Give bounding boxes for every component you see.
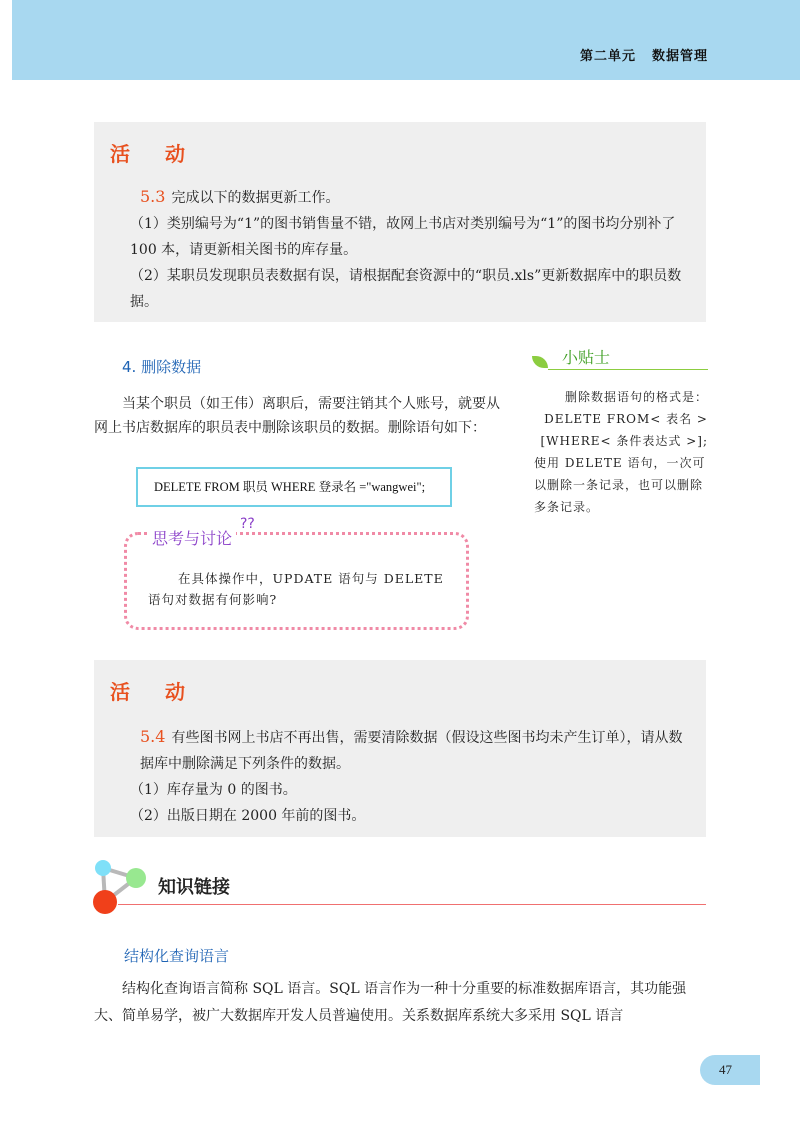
header-band xyxy=(12,0,800,80)
delete-paragraph: 当某个职员（如王伟）离职后，需要注销其个人账号，就要从网上书店数据库的职员表中删除该职员的数据。删除语句如下： xyxy=(94,396,500,436)
knowledge-title: 知识链接 xyxy=(158,877,230,898)
question-marks-icon: ?? xyxy=(240,516,255,532)
activity-title: 活 动 xyxy=(110,142,199,166)
tip-line-3: [WHERE< 条件表达式 >]; xyxy=(540,434,708,448)
activity-box-1 xyxy=(94,122,706,322)
tip-title: 小贴士 xyxy=(562,348,611,367)
tip-line-4: 使用 DELETE 语句，一次可以删除一条记录，也可以删除多条记录。 xyxy=(534,456,706,514)
tip-body xyxy=(534,386,708,518)
activity-intro: 有些图书网上书店不再出售，需要清除数据（假设这些图书均未产生订单），请从数据库中删除满足下列条件的数据。 xyxy=(140,730,683,772)
discussion-title: 思考与讨论 xyxy=(148,526,236,549)
leaf-icon xyxy=(532,356,548,368)
activity-item-1: （1）库存量为 0 的图书。 xyxy=(130,782,297,798)
activity-item-2: （2）出版日期在 2000 年前的图书。 xyxy=(130,808,366,824)
section-title-delete: 4. 删除数据 xyxy=(122,358,202,376)
molecule-icon xyxy=(86,856,152,916)
chapter-title: 数据管理 xyxy=(651,49,708,64)
activity-body xyxy=(112,184,688,315)
tip-line-1: 删除数据语句的格式是： xyxy=(564,390,708,404)
sql-paragraph: 结构化查询语言简称 SQL 语言。SQL 语言作为一种十分重要的标准数据库语言，其功能强大、简单易学，被广大数据库开发人员普遍使用。关系数据库系统大多采用 SQL 语言 xyxy=(94,981,687,1024)
running-header xyxy=(580,45,708,64)
activity-box-2 xyxy=(94,660,706,837)
discussion-text: 在具体操作中，UPDATE 语句与 DELETE 语句对数据有何影响? xyxy=(148,571,444,607)
knowledge-divider xyxy=(118,904,706,905)
tip-line-2: DELETE FROM< 表名 > xyxy=(544,412,708,426)
code-box: DELETE FROM 职员 WHERE 登录名 ="wangwei"; xyxy=(136,467,452,507)
activity-title: 活 动 xyxy=(110,680,199,704)
activity-item-1: （1）类别编号为“1”的图书销售量不错，故网上书店对类别编号为“1”的图书均分别补了 100 本，请更新相关图书的库存量。 xyxy=(130,216,676,258)
activity-number: 5.3 xyxy=(140,187,166,206)
activity-item-2: （2）某职员发现职员表数据有误，请根据配套资源中的“职员.xls”更新数据库中的职员数据。 xyxy=(130,268,682,310)
sql-subtitle: 结构化查询语言 xyxy=(124,947,230,965)
activity-body xyxy=(112,724,688,829)
activity-number: 5.4 xyxy=(140,727,166,746)
unit-label: 第二单元 xyxy=(579,49,636,64)
tip-underline xyxy=(548,369,708,370)
activity-intro: 完成以下的数据更新工作。 xyxy=(171,190,340,206)
page-number: 47 xyxy=(719,1062,732,1077)
